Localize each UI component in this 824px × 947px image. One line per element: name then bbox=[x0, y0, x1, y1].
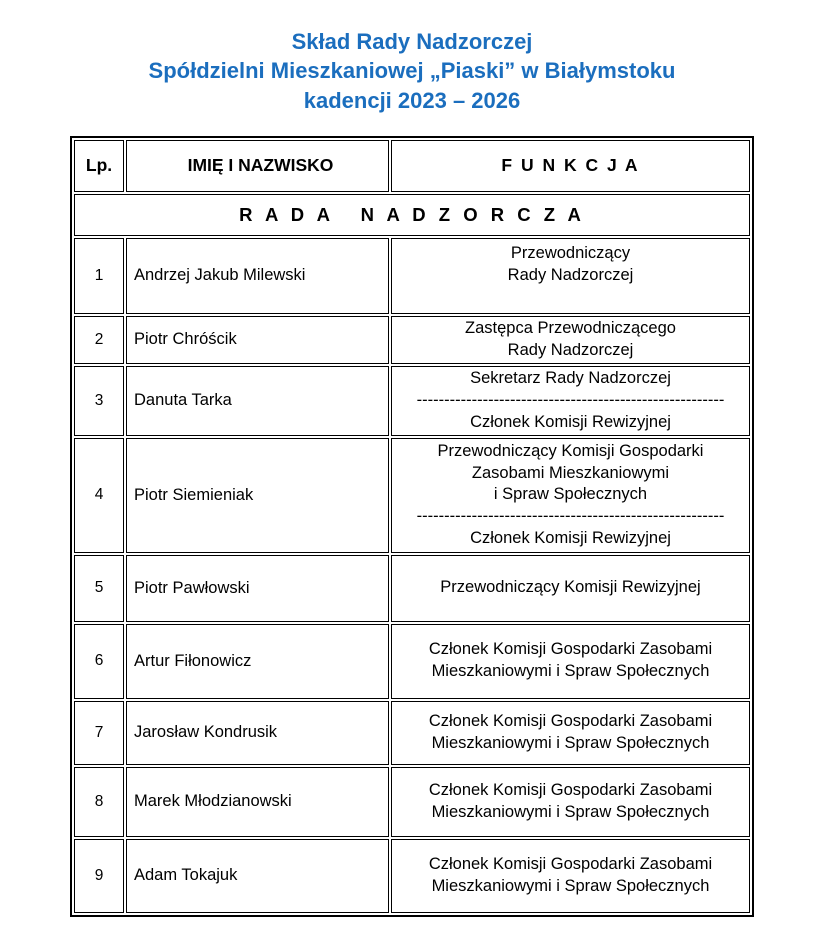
table-row bbox=[74, 839, 750, 913]
row-number-cell: 5 bbox=[74, 555, 124, 622]
header-function: F U N K C J A bbox=[391, 140, 750, 192]
member-function-cell bbox=[391, 701, 750, 765]
function-line: Członek Komisji Gospodarki Zasobami bbox=[428, 780, 713, 799]
function-line: Przewodniczący bbox=[510, 244, 631, 263]
member-function-cell bbox=[391, 438, 750, 553]
section-header-row bbox=[74, 194, 750, 236]
member-function-cell bbox=[391, 555, 750, 622]
function-line: Sekretarz Rady Nadzorczej bbox=[470, 369, 671, 388]
member-function-cell bbox=[391, 624, 750, 699]
document-title bbox=[0, 27, 824, 115]
row-number-cell: 7 bbox=[74, 701, 124, 765]
member-name-cell: Danuta Tarka bbox=[126, 366, 389, 436]
function-line: Przewodniczący Komisji Rewizyjnej bbox=[440, 578, 701, 597]
member-name-cell: Jarosław Kondrusik bbox=[126, 701, 389, 765]
member-function-cell bbox=[391, 767, 750, 837]
row-number-cell: 6 bbox=[74, 624, 124, 699]
member-name-cell: Artur Fiłonowicz bbox=[126, 624, 389, 699]
table-row bbox=[74, 767, 750, 837]
function-line: Członek Komisji Gospodarki Zasobami bbox=[428, 854, 713, 873]
member-name-cell: Adam Tokajuk bbox=[126, 839, 389, 913]
function-line: Członek Komisji Gospodarki Zasobami bbox=[428, 711, 713, 730]
function-line: Mieszkaniowymi i Spraw Społecznych bbox=[431, 733, 710, 752]
function-line: Zasobami Mieszkaniowymi bbox=[471, 463, 670, 482]
member-name-cell: Marek Młodzianowski bbox=[126, 767, 389, 837]
row-number-cell: 3 bbox=[74, 366, 124, 436]
blank-line bbox=[393, 287, 748, 309]
function-line: i Spraw Społecznych bbox=[493, 485, 648, 504]
table-row bbox=[74, 366, 750, 436]
row-number-cell: 2 bbox=[74, 316, 124, 364]
function-line: Rady Nadzorczej bbox=[507, 265, 634, 284]
board-table bbox=[70, 136, 754, 917]
header-lp: Lp. bbox=[74, 140, 124, 192]
member-name-cell: Piotr Chróścik bbox=[126, 316, 389, 364]
section-title: R A D A N A D Z O R C Z A bbox=[74, 194, 750, 236]
separator-line: -------------------------------------------------------- bbox=[416, 507, 725, 526]
title-line-3: kadencji 2023 – 2026 bbox=[303, 87, 521, 113]
function-line: Mieszkaniowymi i Spraw Społecznych bbox=[431, 662, 710, 681]
table-body-section bbox=[74, 238, 750, 913]
function-line: Rady Nadzorczej bbox=[507, 340, 634, 359]
function-line: Mieszkaniowymi i Spraw Społecznych bbox=[431, 802, 710, 821]
row-number-cell: 8 bbox=[74, 767, 124, 837]
function-line: Członek Komisji Rewizyjnej bbox=[470, 412, 671, 431]
title-line-2: Spółdzielni Mieszkaniowej „Piaski” w Białymstoku bbox=[148, 58, 676, 84]
member-function-cell bbox=[391, 316, 750, 364]
member-name-cell: Andrzej Jakub Milewski bbox=[126, 238, 389, 314]
member-name-cell: Piotr Siemieniak bbox=[126, 438, 389, 553]
table-row bbox=[74, 316, 750, 364]
member-name-cell: Piotr Pawłowski bbox=[126, 555, 389, 622]
row-number-cell: 1 bbox=[74, 238, 124, 314]
table-row bbox=[74, 701, 750, 765]
title-line-1: Skład Rady Nadzorczej bbox=[291, 29, 533, 54]
member-function-cell bbox=[391, 238, 750, 314]
separator-line: -------------------------------------------------------- bbox=[416, 390, 725, 409]
table-row bbox=[74, 438, 750, 553]
member-function-cell bbox=[391, 839, 750, 913]
header-name: IMIĘ I NAZWISKO bbox=[126, 140, 389, 192]
table-row bbox=[74, 555, 750, 622]
member-function-cell bbox=[391, 366, 750, 436]
row-number-cell: 9 bbox=[74, 839, 124, 913]
function-line: Członek Komisji Rewizyjnej bbox=[470, 528, 671, 547]
function-line: Zastępca Przewodniczącego bbox=[465, 318, 676, 337]
function-line: Przewodniczący Komisji Gospodarki bbox=[437, 441, 704, 460]
table-header-row bbox=[74, 140, 750, 192]
table-head-section bbox=[74, 140, 750, 236]
function-line: Mieszkaniowymi i Spraw Społecznych bbox=[431, 876, 710, 895]
row-number-cell: 4 bbox=[74, 438, 124, 553]
table-row bbox=[74, 624, 750, 699]
function-line: Członek Komisji Gospodarki Zasobami bbox=[428, 640, 713, 659]
table-row bbox=[74, 238, 750, 314]
